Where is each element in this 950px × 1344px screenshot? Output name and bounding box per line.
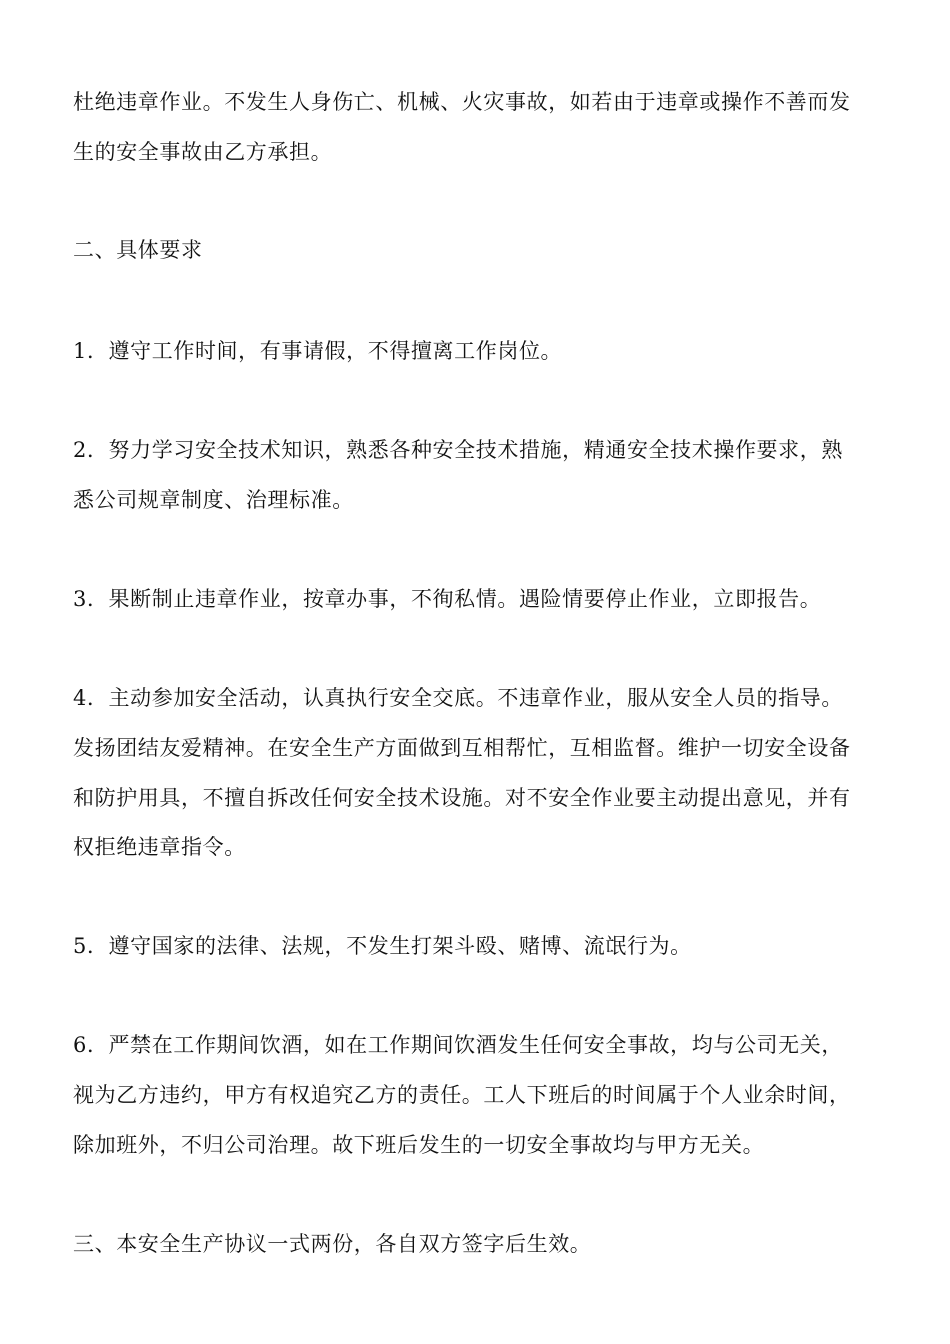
requirement-item-6: 视为乙方违约，甲方有权追究乙方的责任。工人下班后的时间属于个人业余时间， [73,1083,851,1107]
requirement-item-4: 发扬团结友爱精神。在安全生产方面做到互相帮忙，互相监督。维护一切安全设备 [73,736,851,760]
requirement-item-6: 6．严禁在工作期间饮酒，如在工作期间饮酒发生任何安全事故，均与公司无关， [73,1033,843,1057]
requirement-item-4: 和防护用具，不擅自拆改任何安全技术设施。对不安全作业要主动提出意见，并有 [73,786,851,810]
requirement-item-2: 悉公司规章制度、治理标准。 [73,488,354,512]
intro-paragraph-line: 生的安全事故由乙方承担。 [73,140,333,164]
requirement-item-5: 5．遵守国家的法律、法规，不发生打架斗殴、赌博、流氓行为。 [73,934,692,958]
requirement-item-6: 除加班外，不归公司治理。故下班后发生的一切安全事故均与甲方无关。 [73,1133,765,1157]
intro-paragraph-line: 杜绝违章作业。不发生人身伤亡、机械、火灾事故，如若由于违章或操作不善而发 [73,90,851,114]
requirement-item-3: 3．果断制止违章作业，按章办事，不徇私情。遇险情要停止作业，立即报告。 [73,587,822,611]
requirement-item-4: 权拒绝违章指令。 [73,835,246,859]
requirement-item-1: 1．遵守工作时间，有事请假，不得擅离工作岗位。 [73,339,563,363]
section-paragraph: 三、本安全生产协议一式两份，各自双方签字后生效。 [73,1232,592,1256]
section-heading: 二、具体要求 [73,238,203,262]
requirement-item-4: 4．主动参加安全活动，认真执行安全交底。不违章作业，服从安全人员的指导。 [73,686,843,710]
requirement-item-2: 2．努力学习安全技术知识，熟悉各种安全技术措施，精通安全技术操作要求，熟 [73,438,843,462]
